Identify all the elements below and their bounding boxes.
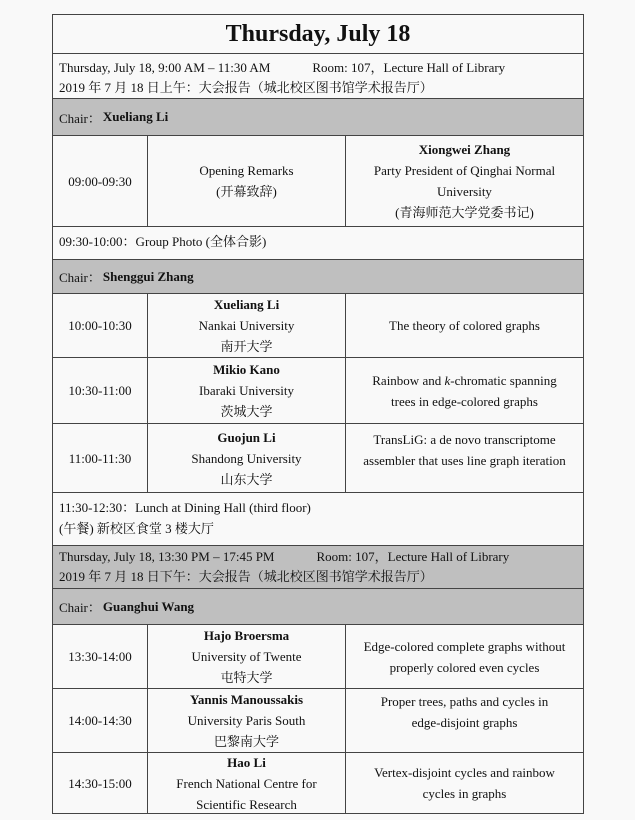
slot-time: 10:30-11:00 [68,383,132,398]
slot-time: 14:30-15:00 [68,775,132,791]
talk-title: Proper trees, paths and cycles in [380,694,549,709]
speaker-affiliation-cn: 南开大学 [220,339,273,354]
talk-title-2: trees in edge-colored graphs [391,393,538,409]
chair-label: Chair： [59,600,101,615]
session-room: Room: 107，Lecture Hall of Library [312,60,506,75]
chair-row [53,260,583,294]
morning-session-info [53,54,583,99]
talk-row [53,625,583,689]
slot-time: 09:00-09:30 [68,173,132,189]
opening-row [53,136,583,227]
speaker-affiliation-cn: 巴黎南大学 [213,734,279,749]
lunch-text: 11:30-12:30：Lunch at Dining Hall (third floor) [59,500,311,515]
group-photo-row: 09:30-10:00：Group Photo (全体合影) [53,227,583,260]
lunch-text-cn: (午餐) 新校区食堂 3 楼大厅 [59,521,214,536]
talk-title-2: properly colored even cycles [389,659,540,675]
speaker-affiliation-2: Scientific Research [196,796,297,812]
talk-row [53,424,583,493]
talk-title: Opening Remarks [199,163,294,178]
session-cn: 2019 年 7 月 18 日下午：大会报告（城北校区图书馆学术报告厅） [59,569,433,584]
slot-time: 13:30-14:00 [68,649,132,664]
chair-row [53,99,583,136]
speaker-name: Hajo Broersma [203,628,290,643]
session-room: Room: 107，Lecture Hall of Library [316,549,510,564]
chair-label: Chair： [59,110,101,126]
talk-title: Rainbow and k-chromatic spanning [372,372,557,388]
speaker-affiliation-cn: 茨城大学 [220,404,273,419]
talk-title-cn: (开幕致辞) [216,184,277,199]
day-title: Thursday, July 18 [53,15,583,54]
talk-row [53,689,583,753]
speaker-name: Mikio Kano [213,362,280,377]
slot-time: 10:00-10:30 [68,318,132,333]
talk-title: Edge-colored complete graphs without [363,638,566,654]
speaker-affiliation: French National Centre for [176,775,317,791]
speaker-name: Hao Li [227,754,266,770]
speaker-affiliation-cn: 山东大学 [220,471,273,487]
speaker-affiliation: University of Twente [191,649,302,664]
speaker-role-cn: (青海师范大学党委书记) [395,205,534,220]
speaker-name: Xueliang Li [213,297,280,312]
speaker-role-2: University [437,184,492,199]
speaker-affiliation: Ibaraki University [199,383,294,398]
talk-title: The theory of colored graphs [389,318,540,333]
chair-name: Xueliang Li [102,109,169,124]
speaker-affiliation-cn: 屯特大学 [220,670,273,685]
chair-row [53,589,583,625]
speaker-name: Xiongwei Zhang [418,142,511,157]
chair-label: Chair： [59,270,101,285]
talk-title-2: cycles in graphs [422,786,507,801]
talk-title: Vertex-disjoint cycles and rainbow [374,765,555,780]
speaker-affiliation: Nankai University [198,318,295,333]
speaker-name: Yannis Manoussakis [189,692,304,707]
speaker-role: Party President of Qinghai Normal [373,163,556,178]
slot-time: 14:00-14:30 [68,713,132,728]
talk-row [53,358,583,424]
talk-title: TransLiG: a de novo transcriptome [373,432,556,447]
talk-title-2: assembler that uses line graph iteration [363,453,566,468]
chair-name: Shenggui Zhang [102,268,194,284]
afternoon-session-info [53,546,583,589]
talk-row [53,753,583,813]
lunch-row [53,493,583,546]
speaker-affiliation: University Paris South [187,713,306,728]
chair-name: Guanghui Wang [102,598,195,614]
session-time: Thursday, July 18, 9:00 AM – 11:30 AM [59,60,271,75]
talk-title-2: edge-disjoint graphs [411,715,518,730]
schedule-table [52,14,584,814]
speaker-name: Guojun Li [217,429,276,445]
session-time: Thursday, July 18, 13:30 PM – 17:45 PM [59,549,275,564]
slot-time: 11:00-11:30 [68,450,132,466]
speaker-affiliation: Shandong University [191,450,302,466]
talk-row [53,294,583,358]
session-cn: 2019 年 7 月 18 日上午：大会报告（城北校区图书馆学术报告厅） [59,80,433,95]
